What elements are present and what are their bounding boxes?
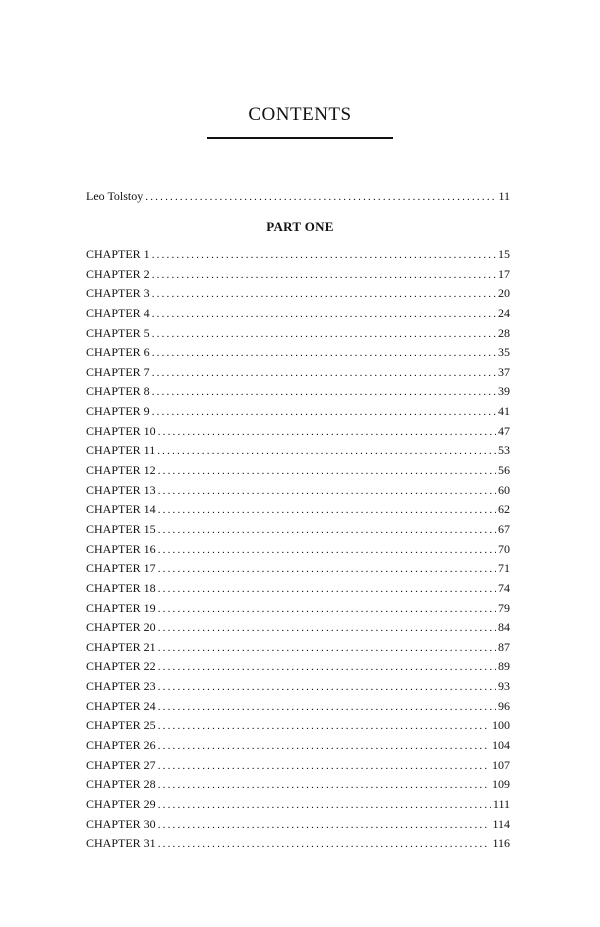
toc-entry-page-number: 89 — [498, 659, 510, 674]
toc-entry-page-number: 39 — [498, 384, 510, 399]
dot-leader — [158, 717, 490, 737]
toc-entry-chapter-18[interactable] — [86, 579, 510, 599]
toc-entry-label: CHAPTER 11 — [86, 443, 156, 458]
dot-leader — [158, 796, 491, 816]
dot-leader — [152, 285, 496, 305]
toc-entry-page-number: 111 — [492, 796, 510, 811]
toc-entry-page-number: 24 — [498, 305, 510, 320]
toc-entry-chapter-20[interactable] — [86, 618, 510, 638]
toc-entry-label: CHAPTER 25 — [86, 718, 156, 733]
toc-entry-chapter-8[interactable] — [86, 382, 510, 402]
dot-leader — [152, 383, 496, 403]
toc-entry-chapter-23[interactable] — [86, 677, 510, 697]
toc-entry-page-number: 67 — [498, 521, 510, 536]
toc-entry-label: CHAPTER 5 — [86, 325, 150, 340]
dot-leader — [157, 442, 496, 462]
toc-entry-page-number: 60 — [498, 482, 510, 497]
dot-leader — [158, 835, 491, 855]
toc-entry-label: CHAPTER 28 — [86, 777, 156, 792]
toc-entry-chapter-25[interactable] — [86, 716, 510, 736]
toc-entry-chapter-9[interactable] — [86, 402, 510, 422]
toc-entry-label: CHAPTER 22 — [86, 659, 156, 674]
toc-entry-label: CHAPTER 23 — [86, 679, 156, 694]
dot-leader — [158, 698, 496, 718]
toc-entry-label: CHAPTER 24 — [86, 698, 156, 713]
toc-entry-page-number: 104 — [492, 738, 510, 753]
toc-entry-page-number: 20 — [498, 286, 510, 301]
toc-entry-label: CHAPTER 4 — [86, 305, 150, 320]
toc-entry-label: CHAPTER 7 — [86, 364, 150, 379]
dot-leader — [152, 364, 496, 384]
toc-entry-chapter-29[interactable] — [86, 795, 510, 815]
toc-entry-label: CHAPTER 20 — [86, 620, 156, 635]
dot-leader — [152, 344, 496, 364]
toc-entry-page-number: 100 — [492, 718, 510, 733]
toc-entry-chapter-31[interactable] — [86, 834, 510, 854]
toc-entry-page-number: 84 — [498, 620, 510, 635]
toc-entry-label: CHAPTER 9 — [86, 404, 150, 419]
chapter-list — [86, 245, 510, 854]
toc-entry-page-number: 93 — [498, 679, 510, 694]
toc-entry-page-number: 96 — [498, 698, 510, 713]
toc-entry-label: CHAPTER 18 — [86, 580, 156, 595]
toc-entry-page-number: 114 — [492, 816, 510, 831]
toc-entry-page-number: 109 — [492, 777, 510, 792]
toc-entry-label: CHAPTER 27 — [86, 757, 156, 772]
toc-entry-page-number: 79 — [498, 600, 510, 615]
toc-entry-label: CHAPTER 2 — [86, 266, 150, 281]
toc-entry-page-number: 53 — [498, 443, 510, 458]
part-heading: PART ONE — [266, 219, 334, 234]
toc-entry-page-number: 116 — [492, 836, 510, 851]
dot-leader — [158, 658, 496, 678]
dot-leader — [158, 560, 496, 580]
toc-entry-page-number: 28 — [498, 325, 510, 340]
toc-entry-label: CHAPTER 10 — [86, 423, 156, 438]
dot-leader — [158, 423, 496, 443]
dot-leader — [158, 776, 490, 796]
toc-entry-chapter-22[interactable] — [86, 657, 510, 677]
toc-entry-page-number: 41 — [498, 404, 510, 419]
toc-entry-chapter-3[interactable] — [86, 284, 510, 304]
toc-entry-page-number: 37 — [498, 364, 510, 379]
dot-leader — [158, 619, 496, 639]
toc-entry-label: CHAPTER 1 — [86, 247, 150, 261]
dot-leader — [152, 325, 496, 345]
toc-entry-page-number: 56 — [498, 463, 510, 478]
toc-entry-chapter-13[interactable] — [86, 481, 510, 501]
intro-section — [86, 187, 510, 207]
dot-leader — [145, 188, 496, 208]
toc-entry-chapter-1[interactable] — [86, 245, 510, 265]
toc-entry-intro[interactable] — [86, 187, 510, 207]
toc-entry-page-number: 87 — [498, 639, 510, 654]
dot-leader — [152, 266, 496, 286]
toc-entry-chapter-19[interactable] — [86, 599, 510, 619]
toc-entry-chapter-7[interactable] — [86, 363, 510, 383]
dot-leader — [152, 305, 496, 325]
toc-entry-page-number: 15 — [498, 247, 510, 261]
toc-entry-chapter-11[interactable] — [86, 441, 510, 461]
toc-entry-chapter-15[interactable] — [86, 520, 510, 540]
toc-entry-chapter-28[interactable] — [86, 775, 510, 795]
title-underline — [207, 137, 393, 139]
toc-entry-chapter-6[interactable] — [86, 343, 510, 363]
toc-entry-label: CHAPTER 15 — [86, 521, 156, 536]
toc-entry-page-number: 35 — [498, 345, 510, 360]
toc-entry-label: CHAPTER 31 — [86, 836, 156, 851]
toc-entry-chapter-10[interactable] — [86, 422, 510, 442]
toc-entry-chapter-16[interactable] — [86, 540, 510, 560]
page-title: CONTENTS — [248, 104, 352, 125]
dot-leader — [158, 501, 496, 521]
dot-leader — [158, 757, 490, 777]
toc-entry-page-number: 74 — [498, 580, 510, 595]
toc-entry-chapter-4[interactable] — [86, 304, 510, 324]
toc-entry-label: CHAPTER 26 — [86, 738, 156, 753]
dot-leader — [158, 678, 496, 698]
toc-entry-label: CHAPTER 12 — [86, 463, 156, 478]
toc-entry-label: CHAPTER 16 — [86, 541, 156, 556]
dot-leader — [158, 737, 490, 757]
toc-entry-page-number: 47 — [498, 423, 510, 438]
toc-entry-chapter-24[interactable] — [86, 697, 510, 717]
toc-entry-label: CHAPTER 29 — [86, 796, 156, 811]
toc-entry-label: CHAPTER 19 — [86, 600, 156, 615]
toc-entry-chapter-14[interactable] — [86, 500, 510, 520]
toc-entry-chapter-5[interactable] — [86, 324, 510, 344]
toc-entry-chapter-27[interactable] — [86, 756, 510, 776]
toc-entry-label: CHAPTER 21 — [86, 639, 156, 654]
toc-entry-label: CHAPTER 6 — [86, 345, 150, 360]
toc-entry-chapter-26[interactable] — [86, 736, 510, 756]
toc-entry-chapter-2[interactable] — [86, 265, 510, 285]
toc-entry-page-number: 17 — [498, 266, 510, 281]
toc-entry-label: CHAPTER 30 — [86, 816, 156, 831]
toc-entry-label: CHAPTER 17 — [86, 561, 156, 576]
dot-leader — [158, 521, 496, 541]
dot-leader — [158, 462, 496, 482]
toc-entry-page-number: 107 — [492, 757, 510, 772]
dot-leader — [152, 246, 496, 266]
toc-entry-page-number: 62 — [498, 502, 510, 517]
dot-leader — [158, 580, 496, 600]
toc-entry-label: CHAPTER 13 — [86, 482, 156, 497]
toc-entry-chapter-21[interactable] — [86, 638, 510, 658]
dot-leader — [158, 816, 491, 836]
dot-leader — [158, 639, 496, 659]
toc-entry-label: Leo Tolstoy — [86, 189, 144, 203]
toc-entry-label: CHAPTER 3 — [86, 286, 150, 301]
toc-entry-chapter-17[interactable] — [86, 559, 510, 579]
toc-entry-page-number: 11 — [498, 189, 510, 203]
dot-leader — [158, 482, 496, 502]
toc-entry-label: CHAPTER 14 — [86, 502, 156, 517]
dot-leader — [158, 541, 496, 561]
toc-entry-chapter-30[interactable] — [86, 815, 510, 835]
toc-entry-chapter-12[interactable] — [86, 461, 510, 481]
toc-entry-label: CHAPTER 8 — [86, 384, 150, 399]
dot-leader — [158, 600, 496, 620]
toc-entry-page-number: 71 — [498, 561, 510, 576]
dot-leader — [152, 403, 496, 423]
toc-entry-page-number: 70 — [498, 541, 510, 556]
